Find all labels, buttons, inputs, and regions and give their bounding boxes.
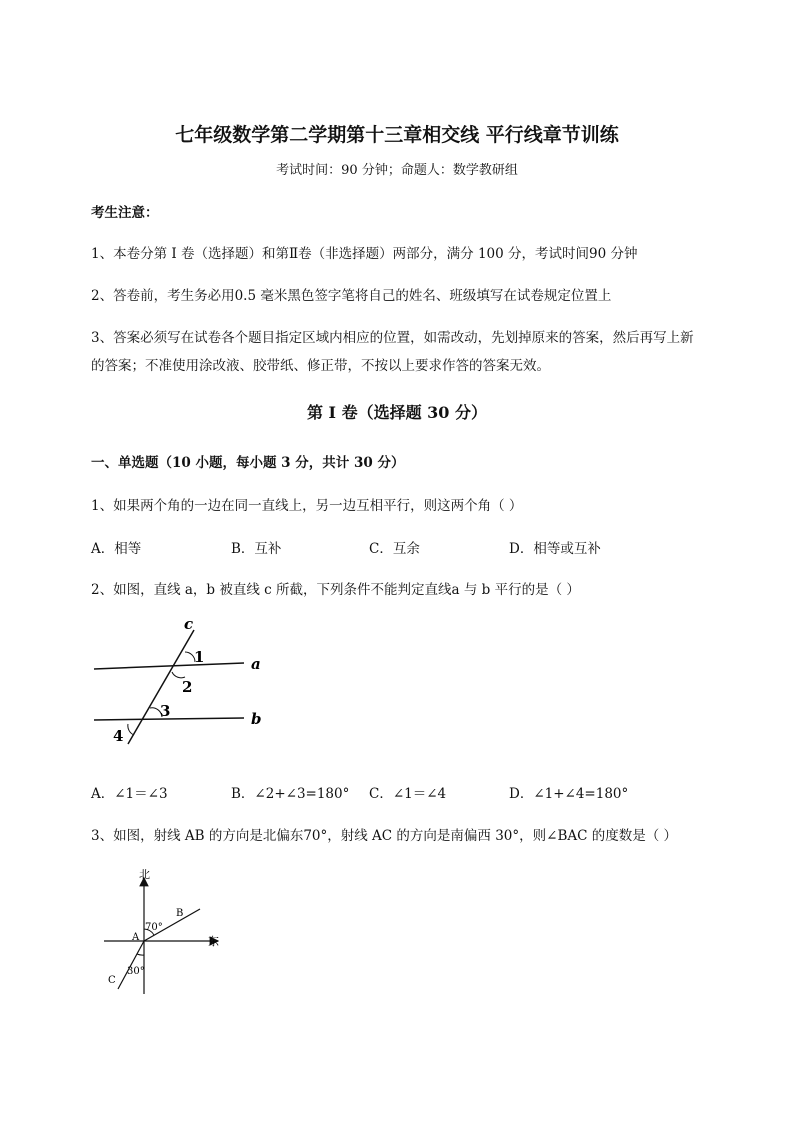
line-a: [94, 663, 244, 669]
label-C: C: [108, 975, 116, 986]
q1-option-c[interactable]: C．互余: [369, 541, 420, 557]
q2-option-c[interactable]: C．∠1＝∠4: [369, 786, 447, 802]
part-heading: 一、单选题（10 小题，每小题 3 分，共计 30 分）: [91, 455, 405, 471]
label-angle-4: 4: [113, 727, 124, 745]
label-a: a: [251, 655, 261, 673]
q1-option-b[interactable]: B．互补: [231, 541, 282, 557]
label-angle-3: 3: [160, 702, 171, 720]
page-title: 七年级数学第二学期第十三章相交线 平行线章节训练: [175, 124, 619, 146]
question-3-stem: 3、如图，射线 AB 的方向是北偏东70°，射线 AC 的方向是南偏西 30°，则∠BAC 的度数是（ ）: [91, 828, 678, 844]
notice-item-3-cont: 的答案；不准使用涂改液、胶带纸、修正带，不按以上要求作答的答案无效。: [91, 358, 550, 374]
q3-figure-compass: [100, 866, 230, 998]
arc-angle-4: [128, 724, 134, 735]
label-angle-2: 2: [182, 678, 193, 696]
q2-figure-parallel-lines: [88, 612, 278, 752]
notice-item-2: 2、答卷前，考生务必用0.5 毫米黑色签字笔将自己的姓名、班级填写在试卷规定位置上: [91, 288, 612, 304]
label-30deg: 30°: [127, 966, 145, 977]
label-angle-1: 1: [194, 648, 205, 666]
q2-option-a[interactable]: A．∠1＝∠3: [91, 786, 168, 802]
label-70deg: 70°: [145, 922, 163, 933]
q2-option-d[interactable]: D．∠1+∠4=180°: [509, 786, 629, 802]
label-B: B: [176, 908, 184, 919]
ray-ac: [118, 941, 144, 989]
notice-item-3: 3、答案必须写在试卷各个题目指定区域内相应的位置，如需改动，先划掉原来的答案，然后再写上新: [91, 330, 694, 346]
label-east: 东: [208, 935, 219, 948]
label-A: A: [132, 932, 140, 943]
label-north: 北: [139, 868, 150, 881]
exam-info: 考试时间：90 分钟；命题人：数学教研组: [276, 163, 518, 178]
arc-angle-2: [172, 672, 185, 678]
q2-option-b[interactable]: B．∠2+∠3=180°: [231, 786, 350, 802]
section-title: 第 I 卷（选择题 30 分）: [306, 403, 488, 422]
notice-item-1: 1、本卷分第 I 卷（选择题）和第Ⅱ卷（非选择题）两部分，满分 100 分，考试时间90 分钟: [91, 246, 638, 262]
label-b: b: [251, 710, 262, 728]
notice-heading: 考生注意：: [91, 205, 159, 221]
arc-30: [137, 954, 144, 955]
q1-option-d[interactable]: D．相等或互补: [509, 541, 601, 557]
question-2-stem: 2、如图，直线 a，b 被直线 c 所截，下列条件不能判定直线a 与 b 平行的是（ ）: [91, 582, 580, 598]
question-1-stem: 1、如果两个角的一边在同一直线上，另一边互相平行，则这两个角（ ）: [91, 498, 523, 514]
q1-option-a[interactable]: A．相等: [91, 541, 142, 557]
label-c: c: [184, 615, 194, 633]
